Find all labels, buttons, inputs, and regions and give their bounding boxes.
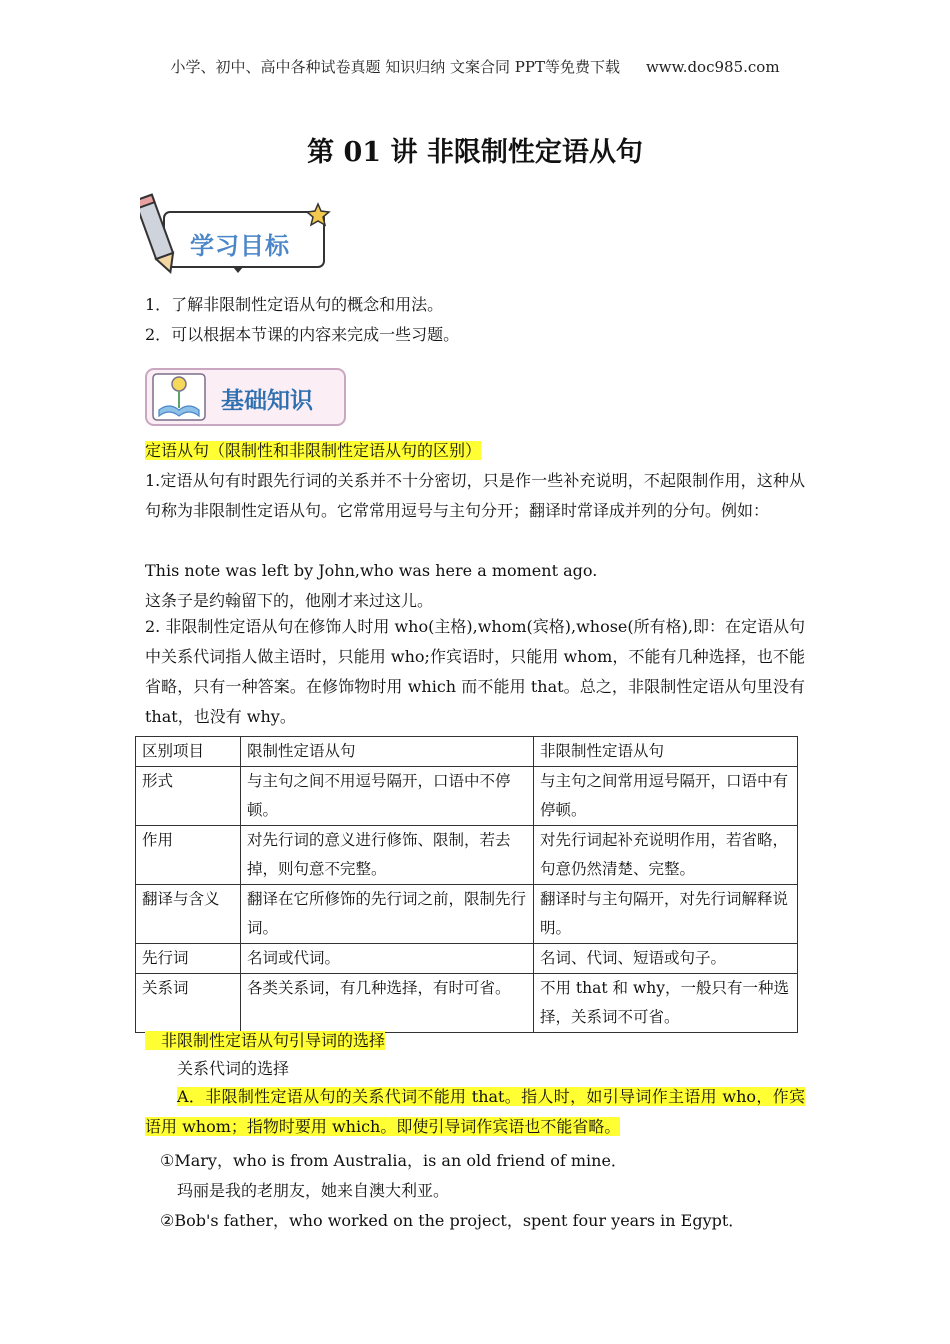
page-title: 第 01 讲 非限制性定语从句 xyxy=(307,137,643,168)
section1-heading xyxy=(145,436,481,466)
table-cell: 与主句之间常用逗号隔开，口语中有停顿。 xyxy=(534,767,798,826)
table-cell: 与主句之间不用逗号隔开，口语中不停顿。 xyxy=(241,767,534,826)
table-cell: 关系词 xyxy=(136,974,241,1033)
basics-badge-label: 基础知识 xyxy=(221,388,313,414)
header-site[interactable]: www.doc985.com xyxy=(645,58,780,76)
table-header-cell: 区别项目 xyxy=(136,737,241,767)
table-cell: 不用 that 和 why，一般只有一种选择，关系词不可省。 xyxy=(534,974,798,1033)
table-row xyxy=(136,944,798,974)
subheading: 关系代词的选择 xyxy=(177,1059,290,1078)
header-text: 小学、初中、高中各种试卷真题 知识归纳 文案合同 PPT等免费下载 xyxy=(170,58,620,76)
page-header xyxy=(0,56,950,77)
table-row xyxy=(136,974,798,1033)
goals-badge xyxy=(140,190,335,280)
table-cell: 翻译与含义 xyxy=(136,885,241,944)
table-header-cell: 限制性定语从句 xyxy=(241,737,534,767)
table-cell: 各类关系词，有几种选择，有时可省。 xyxy=(241,974,534,1033)
table-row xyxy=(136,826,798,885)
section2-heading xyxy=(145,1026,385,1056)
table-cell: 对先行词起补充说明作用，若省略，句意仍然清楚、完整。 xyxy=(534,826,798,885)
table-cell: 对先行词的意义进行修饰、限制，若去掉，则句意不完整。 xyxy=(241,826,534,885)
example-2-en: ②Bob's father，who worked on the project，spent four years in Egypt． xyxy=(160,1211,745,1230)
goal-2: 2．可以根据本节课的内容来完成一些习题。 xyxy=(145,325,460,344)
table-header-row xyxy=(136,737,798,767)
section1-heading-text: 定语从句（限制性和非限制性定语从句的区别） xyxy=(145,441,482,460)
p1-example-zh: 这条子是约翰留下的，他刚才来过这儿。 xyxy=(145,591,434,610)
goals-badge-label: 学习目标 xyxy=(190,232,290,260)
section2-heading-text: 非限制性定语从句引导词的选择 xyxy=(145,1031,385,1050)
table-header-cell: 非限制性定语从句 xyxy=(534,737,798,767)
paragraph-1: 1.定语从句有时跟先行词的关系并不十分密切，只是作一些补充说明，不起限制作用，这种从句称为非限制性定语从句。它常常用逗号与主句分开；翻译时常译成并列的分句。例如： xyxy=(145,471,805,520)
table-cell: 先行词 xyxy=(136,944,241,974)
example-1-zh: 玛丽是我的老朋友，她来自澳大利亚。 xyxy=(177,1181,450,1200)
table-cell: 形式 xyxy=(136,767,241,826)
p1-example-en: This note was left by John,who was here a moment ago. xyxy=(145,561,598,580)
basics-badge xyxy=(143,366,348,428)
table-cell: 翻译时与主句隔开，对先行词解释说明。 xyxy=(534,885,798,944)
comparison-table xyxy=(135,736,798,1033)
example-1-en: ①Mary，who is from Australia，is an old friend of mine． xyxy=(160,1151,627,1170)
paragraph-2: 2. 非限制性定语从句在修饰人时用 who(主格),whom(宾格),whose(所有格),即：在定语从句中关系代词指人做主语时，只能用 who;作宾语时，只能用 whom，不能有几种选择，也不能省略，只有一种答案。在修饰物时用 which 而不能用 that。总之，非限制性定语从句里没有 that，也没有 why。 xyxy=(145,617,805,726)
point-a-text: A．非限制性定语从句的关系代词不能用 that。指人时，如引导词作主语用 who，作宾语用 whom；指物时要用 which。即使引导词作宾语也不能省略。 xyxy=(145,1087,805,1136)
table-cell: 翻译在它所修饰的先行词之前，限制先行词。 xyxy=(241,885,534,944)
table-cell: 名词、代词、短语或句子。 xyxy=(534,944,798,974)
table-row xyxy=(136,885,798,944)
point-a xyxy=(145,1082,805,1142)
table-cell: 作用 xyxy=(136,826,241,885)
table-row xyxy=(136,767,798,826)
goal-1: 1．了解非限制性定语从句的概念和用法。 xyxy=(145,295,444,314)
table-cell: 名词或代词。 xyxy=(241,944,534,974)
